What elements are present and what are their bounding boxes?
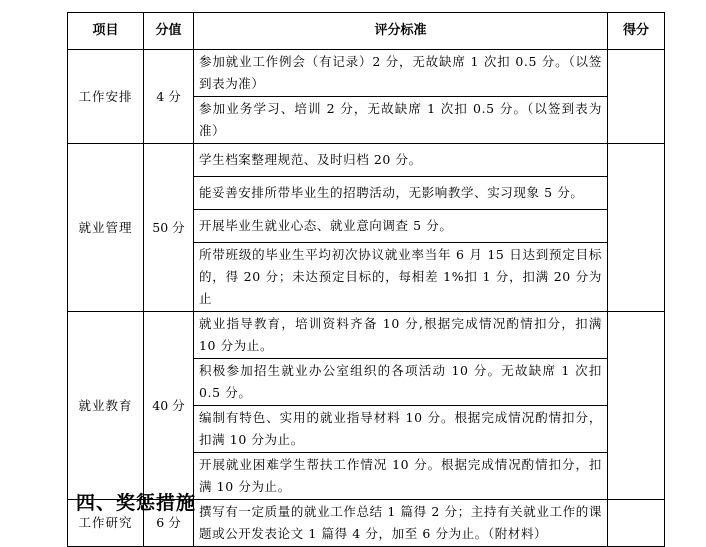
category-employment-management: 就业管理: [68, 144, 144, 312]
criterion-text: 就业指导教育，培训资料齐备 10 分,根据完成情况酌情扣分，扣满 10 分为止。: [194, 312, 608, 359]
criterion-text: 能妥善安排所带毕业生的招聘活动，无影响教学、实习现象 5 分。: [194, 177, 608, 210]
criterion-text: 开展就业困难学生帮扶工作情况 10 分。根据完成情况酌情扣分，扣满 10 分为止。: [194, 453, 608, 500]
points-work-research: 6 分: [144, 500, 194, 547]
criterion-text: 参加业务学习、培训 2 分，无故缺席 1 次扣 0.5 分。（以签到表为准）: [194, 97, 608, 144]
score-cell-employment-education[interactable]: [608, 312, 665, 500]
table-row: [68, 144, 665, 177]
criterion-text: 积极参加招生就业办公室组织的各项活动 10 分。无故缺席 1 次扣 0.5 分。: [194, 359, 608, 406]
criterion-text: 开展毕业生就业心态、就业意向调查 5 分。: [194, 210, 608, 243]
criterion-text: 参加就业工作例会（有记录）2 分，无故缺席 1 次扣 0.5 分。（以签到表为准）: [194, 50, 608, 97]
category-work-arrangement: 工作安排: [68, 50, 144, 144]
scoring-table: [67, 12, 665, 547]
score-cell-work-arrangement[interactable]: [608, 50, 665, 144]
header-item: 项目: [68, 13, 144, 50]
category-work-research: 工作研究: [68, 500, 144, 547]
table-row: [68, 50, 665, 97]
points-employment-management: 50 分: [144, 144, 194, 312]
table-row: [68, 312, 665, 359]
section-heading: 四、奖惩措施: [76, 492, 197, 514]
score-cell-work-research[interactable]: [608, 500, 665, 547]
table-header-row: [68, 13, 665, 50]
criterion-text: 所带班级的毕业生平均初次协议就业率当年 6 月 15 日达到预定目标的，得 20 分；未达预定目标的，每相差 1%扣 1 分，扣满 20 分为止: [194, 243, 608, 312]
category-employment-education: 就业教育: [68, 312, 144, 500]
score-cell-employment-management[interactable]: [608, 144, 665, 312]
header-criteria: 评分标准: [194, 13, 608, 50]
header-points: 分值: [144, 13, 194, 50]
points-work-arrangement: 4 分: [144, 50, 194, 144]
criterion-text: 学生档案整理规范、及时归档 20 分。: [194, 144, 608, 177]
points-employment-education: 40 分: [144, 312, 194, 500]
criterion-text: 编制有特色、实用的就业指导材料 10 分。根据完成情况酌情扣分，扣满 10 分为止。: [194, 406, 608, 453]
header-score: 得分: [608, 13, 665, 50]
criterion-text: 撰写有一定质量的就业工作总结 1 篇得 2 分；主持有关就业工作的课题或公开发表论文 1 篇得 4 分，加至 6 分为止。（附材料）: [194, 500, 608, 547]
